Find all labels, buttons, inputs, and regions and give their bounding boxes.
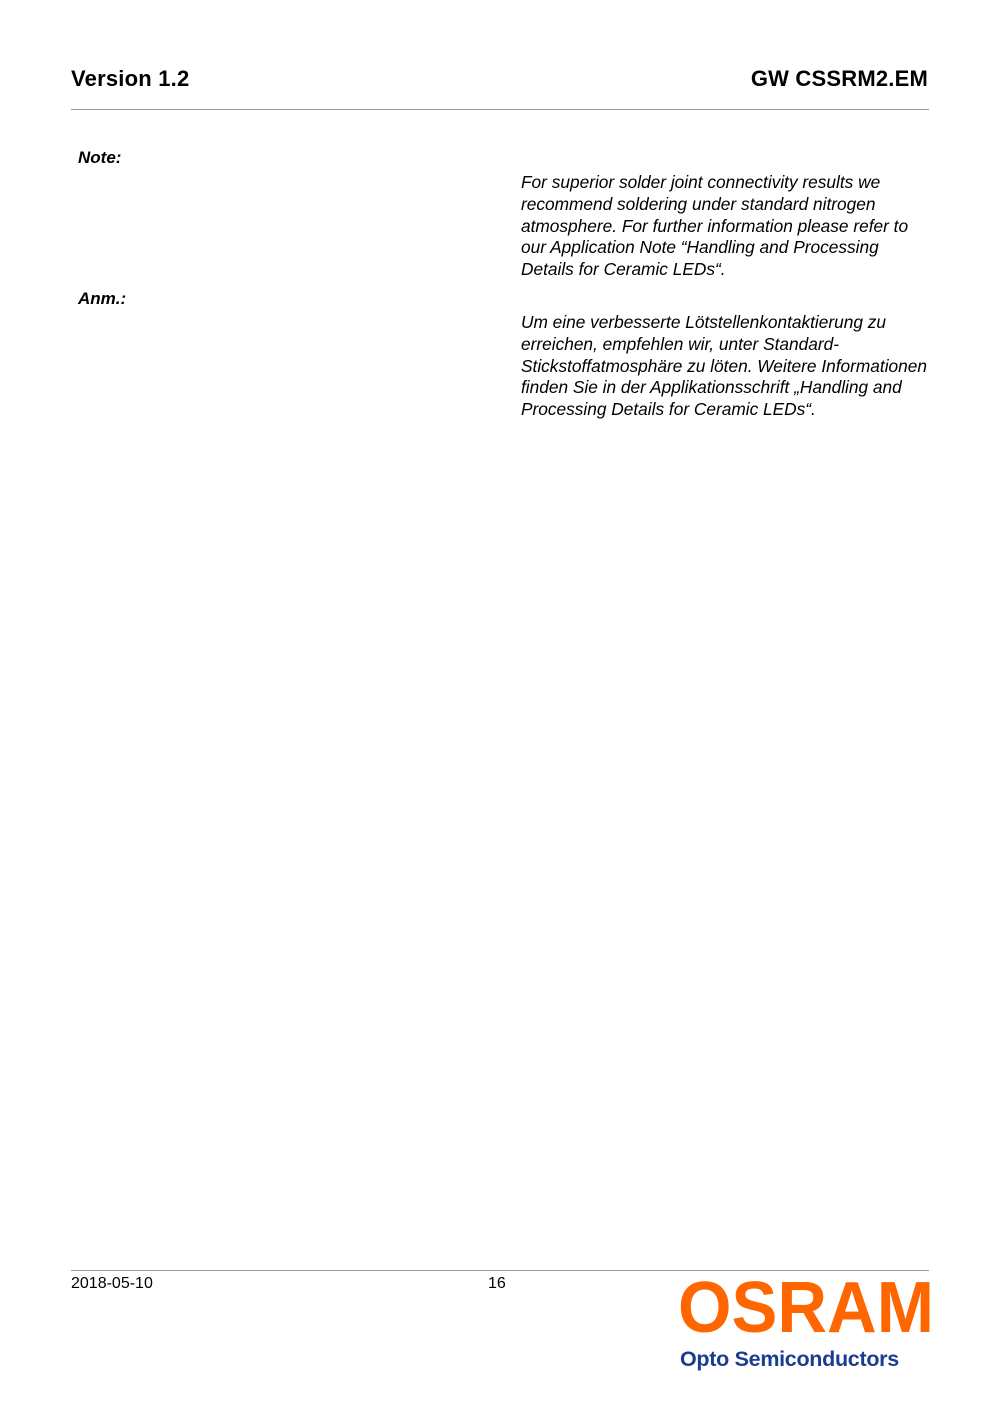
header-divider <box>71 109 929 110</box>
osram-logo <box>678 1274 936 1374</box>
note-label: Note: <box>78 148 122 167</box>
page-number: 16 <box>488 1275 506 1292</box>
anm-text: Um eine verbesserte Lötstellenkontaktierung zu erreichen, empfehlen wir, unter Standard-Stickstoffatmosphäre zu löten. Weitere Informationen finden Sie in der Applikationsschrift „Handling and Processing Details for Ceramic LEDs“. <box>521 312 927 420</box>
document-version: Version 1.2 <box>71 66 190 91</box>
osram-wordmark-text: OSRAM <box>678 1274 934 1342</box>
logo-subtitle: Opto Semiconductors <box>680 1347 899 1371</box>
product-name: GW CSSRM2.EM <box>750 66 928 91</box>
footer-divider <box>71 1270 929 1271</box>
anm-label: Anm.: <box>78 289 127 308</box>
note-text: For superior solder joint connectivity results we recommend soldering under standard nitrogen atmosphere. For further information please refer to our Application Note “Handling and Processing Details for Ceramic LEDs“. <box>521 172 909 280</box>
osram-wordmark <box>678 1274 936 1342</box>
footer-date: 2018-05-10 <box>71 1275 153 1292</box>
